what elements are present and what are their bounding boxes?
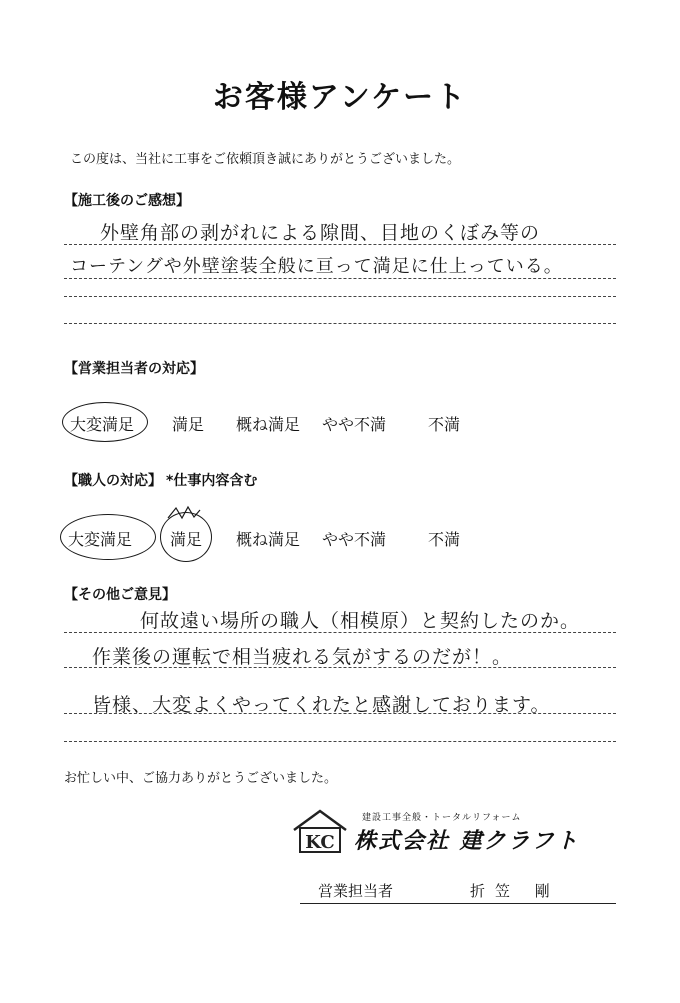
logo-mark-text: KC [305,832,335,853]
craftsman-heading-label: 【職人の対応】 [64,473,162,489]
ruled-line [64,296,616,297]
page-title: お客様アンケート [212,80,468,115]
scribble-mark [164,504,204,524]
ruled-line [64,278,616,279]
craftsman-option-satisfied: 満足 [170,530,203,549]
sales-rep-label: 営業担当者 [318,882,394,900]
craftsman-option-mostly-satisfied: 概ね満足 [236,530,301,549]
impressions-heading: 【施工後のご感想】 [64,193,190,209]
ruled-line [64,741,616,742]
craftsman-option-very-satisfied: 大変満足 [68,530,133,549]
ruled-line [64,244,616,245]
craftsman-heading [64,470,257,490]
ruled-line [64,713,616,714]
impressions-line-2: コーテングや外壁塗装全般に亘って満足に仕上っている。 [70,256,563,277]
other-line-1: 何故遠い場所の職人（相模原）と契約したのか。 [140,610,581,632]
company-name: 株式会社 建クラフト [354,829,580,854]
other-line-3: 皆様、大変よくやってくれたと感謝しております。 [92,694,551,716]
other-heading: 【その他ご意見】 [64,587,176,603]
craftsman-heading-note: *仕事内容含む [166,473,258,489]
sales-option-somewhat-dissatisfied: やや不満 [322,415,387,434]
sales-heading: 【営業担当者の対応】 [64,361,204,377]
sales-rep-name: 折笠 剛 [470,882,560,900]
company-tagline: 建設工事全般・トータルリフォーム [362,813,522,823]
other-line-2: 作業後の運転で相当疲れる気がするのだが！。 [92,646,513,668]
impressions-line-1: 外壁角部の剥がれによる隙間、目地のくぼみ等の [100,222,541,244]
sales-option-dissatisfied: 不満 [428,415,461,434]
signature-line [300,903,616,904]
sales-option-mostly-satisfied: 概ね満足 [236,415,301,434]
craftsman-option-somewhat-dissatisfied: やや不満 [322,530,387,549]
house-logo-icon [290,808,350,854]
intro-text: この度は、当社に工事をご依頼頂き誠にありがとうございました。 [70,152,461,167]
closing-text: お忙しい中、ご協力ありがとうございました。 [64,771,338,786]
craftsman-option-dissatisfied: 不満 [428,530,461,549]
sales-option-satisfied: 満足 [172,415,205,434]
ruled-line [64,667,616,668]
ruled-line [64,323,616,324]
sales-option-very-satisfied: 大変満足 [70,415,135,434]
ruled-line [64,632,616,633]
